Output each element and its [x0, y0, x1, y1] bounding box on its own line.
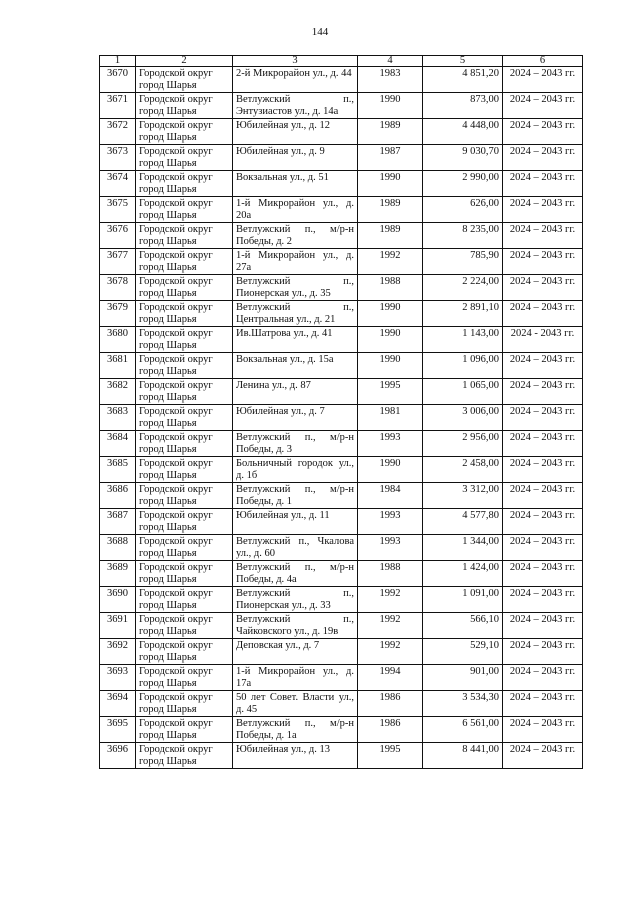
- table-row: [100, 275, 583, 301]
- municipality-cell: Городской округ город Шарья: [136, 171, 233, 197]
- row-number: 3673: [100, 145, 136, 171]
- row-number: 3687: [100, 509, 136, 535]
- row-number: 3674: [100, 171, 136, 197]
- address-cell: Деповская ул., д. 7: [233, 639, 358, 665]
- period-cell: 2024 – 2043 гг.: [503, 275, 583, 301]
- period-cell: 2024 – 2043 гг.: [503, 743, 583, 769]
- year-cell: 1992: [358, 249, 423, 275]
- year-cell: 1984: [358, 483, 423, 509]
- page-number: 144: [311, 26, 329, 38]
- municipality-cell: Городской округ город Шарья: [136, 119, 233, 145]
- address-cell: Больничный городок ул., д. 1б: [233, 457, 358, 483]
- municipality-cell: Городской округ город Шарья: [136, 249, 233, 275]
- housing-table: [99, 55, 583, 769]
- table-row: [100, 639, 583, 665]
- row-number: 3682: [100, 379, 136, 405]
- column-header-6: 6: [503, 56, 583, 67]
- period-cell: 2024 – 2043 гг.: [503, 379, 583, 405]
- address-cell: Юбилейная ул., д. 12: [233, 119, 358, 145]
- table-row: [100, 561, 583, 587]
- period-cell: 2024 – 2043 гг.: [503, 613, 583, 639]
- period-cell: 2024 - 2043 гг.: [503, 327, 583, 353]
- municipality-cell: Городской округ город Шарья: [136, 561, 233, 587]
- year-cell: 1992: [358, 613, 423, 639]
- area-cell: 8 235,00: [423, 223, 503, 249]
- period-cell: 2024 – 2043 гг.: [503, 301, 583, 327]
- year-cell: 1993: [358, 509, 423, 535]
- period-cell: 2024 – 2043 гг.: [503, 665, 583, 691]
- row-number: 3671: [100, 93, 136, 119]
- address-cell: Ветлужский п., Пионерская ул., д. 35: [233, 275, 358, 301]
- municipality-cell: Городской округ город Шарья: [136, 197, 233, 223]
- area-cell: 4 577,80: [423, 509, 503, 535]
- area-cell: 1 065,00: [423, 379, 503, 405]
- period-cell: 2024 – 2043 гг.: [503, 483, 583, 509]
- year-cell: 1992: [358, 639, 423, 665]
- year-cell: 1988: [358, 561, 423, 587]
- period-cell: 2024 – 2043 гг.: [503, 67, 583, 93]
- municipality-cell: Городской округ город Шарья: [136, 691, 233, 717]
- municipality-cell: Городской округ город Шарья: [136, 613, 233, 639]
- municipality-cell: Городской округ город Шарья: [136, 717, 233, 743]
- municipality-cell: Городской округ город Шарья: [136, 93, 233, 119]
- column-header-4: 4: [358, 56, 423, 67]
- row-number: 3670: [100, 67, 136, 93]
- table-header: [100, 56, 583, 67]
- municipality-cell: Городской округ город Шарья: [136, 223, 233, 249]
- year-cell: 1989: [358, 197, 423, 223]
- area-cell: 1 344,00: [423, 535, 503, 561]
- address-cell: Юбилейная ул., д. 7: [233, 405, 358, 431]
- address-cell: Ветлужский п., Чайковского ул., д. 19в: [233, 613, 358, 639]
- municipality-cell: Городской округ город Шарья: [136, 301, 233, 327]
- period-cell: 2024 – 2043 гг.: [503, 431, 583, 457]
- period-cell: 2024 – 2043 гг.: [503, 691, 583, 717]
- column-header-5: 5: [423, 56, 503, 67]
- address-cell: 1-й Микрорайон ул., д. 17а: [233, 665, 358, 691]
- area-cell: 1 096,00: [423, 353, 503, 379]
- area-cell: 3 006,00: [423, 405, 503, 431]
- table-row: [100, 327, 583, 353]
- table-row: [100, 483, 583, 509]
- area-cell: 8 441,00: [423, 743, 503, 769]
- table-row: [100, 171, 583, 197]
- row-number: 3672: [100, 119, 136, 145]
- row-number: 3680: [100, 327, 136, 353]
- address-cell: Ветлужский п., Центральная ул., д. 21: [233, 301, 358, 327]
- year-cell: 1989: [358, 223, 423, 249]
- table-row: [100, 353, 583, 379]
- table-row: [100, 535, 583, 561]
- area-cell: 901,00: [423, 665, 503, 691]
- area-cell: 4 851,20: [423, 67, 503, 93]
- municipality-cell: Городской округ город Шарья: [136, 743, 233, 769]
- row-number: 3675: [100, 197, 136, 223]
- municipality-cell: Городской округ город Шарья: [136, 353, 233, 379]
- year-cell: 1994: [358, 665, 423, 691]
- period-cell: 2024 – 2043 гг.: [503, 509, 583, 535]
- column-header-3: 3: [233, 56, 358, 67]
- period-cell: 2024 – 2043 гг.: [503, 457, 583, 483]
- area-cell: 2 956,00: [423, 431, 503, 457]
- table-row: [100, 93, 583, 119]
- table-row: [100, 743, 583, 769]
- municipality-cell: Городской округ город Шарья: [136, 431, 233, 457]
- table-row: [100, 249, 583, 275]
- address-cell: 1-й Микрорайон ул., д. 20а: [233, 197, 358, 223]
- table-row: [100, 405, 583, 431]
- area-cell: 6 561,00: [423, 717, 503, 743]
- address-cell: Ветлужский п., Энтузиастов ул., д. 14а: [233, 93, 358, 119]
- area-cell: 2 990,00: [423, 171, 503, 197]
- row-number: 3693: [100, 665, 136, 691]
- row-number: 3681: [100, 353, 136, 379]
- area-cell: 566,10: [423, 613, 503, 639]
- area-cell: 2 458,00: [423, 457, 503, 483]
- year-cell: 1990: [358, 171, 423, 197]
- year-cell: 1990: [358, 301, 423, 327]
- year-cell: 1990: [358, 327, 423, 353]
- area-cell: 3 534,30: [423, 691, 503, 717]
- period-cell: 2024 – 2043 гг.: [503, 171, 583, 197]
- period-cell: 2024 – 2043 гг.: [503, 197, 583, 223]
- area-cell: 3 312,00: [423, 483, 503, 509]
- table-row: [100, 457, 583, 483]
- row-number: 3685: [100, 457, 136, 483]
- table-row: [100, 613, 583, 639]
- municipality-cell: Городской округ город Шарья: [136, 457, 233, 483]
- address-cell: Вокзальная ул., д. 15а: [233, 353, 358, 379]
- municipality-cell: Городской округ город Шарья: [136, 509, 233, 535]
- row-number: 3695: [100, 717, 136, 743]
- area-cell: 2 891,10: [423, 301, 503, 327]
- table-body: [100, 67, 583, 769]
- area-cell: 529,10: [423, 639, 503, 665]
- period-cell: 2024 – 2043 гг.: [503, 93, 583, 119]
- table-row: [100, 197, 583, 223]
- municipality-cell: Городской округ город Шарья: [136, 145, 233, 171]
- period-cell: 2024 – 2043 гг.: [503, 223, 583, 249]
- table-row: [100, 431, 583, 457]
- year-cell: 1995: [358, 379, 423, 405]
- municipality-cell: Городской округ город Шарья: [136, 327, 233, 353]
- year-cell: 1990: [358, 457, 423, 483]
- area-cell: 1 143,00: [423, 327, 503, 353]
- address-cell: Ветлужский п., м/р-н Победы, д. 1: [233, 483, 358, 509]
- period-cell: 2024 – 2043 гг.: [503, 717, 583, 743]
- row-number: 3688: [100, 535, 136, 561]
- table-row: [100, 145, 583, 171]
- address-cell: Ленина ул., д. 87: [233, 379, 358, 405]
- address-cell: Ветлужский п., м/р-н Победы, д. 1а: [233, 717, 358, 743]
- year-cell: 1983: [358, 67, 423, 93]
- area-cell: 2 224,00: [423, 275, 503, 301]
- table-row: [100, 717, 583, 743]
- row-number: 3677: [100, 249, 136, 275]
- area-cell: 9 030,70: [423, 145, 503, 171]
- table-row: [100, 223, 583, 249]
- period-cell: 2024 – 2043 гг.: [503, 119, 583, 145]
- area-cell: 4 448,00: [423, 119, 503, 145]
- row-number: 3676: [100, 223, 136, 249]
- year-cell: 1992: [358, 587, 423, 613]
- area-cell: 1 424,00: [423, 561, 503, 587]
- period-cell: 2024 – 2043 гг.: [503, 145, 583, 171]
- row-number: 3692: [100, 639, 136, 665]
- table-row: [100, 587, 583, 613]
- table-row: [100, 379, 583, 405]
- year-cell: 1993: [358, 535, 423, 561]
- municipality-cell: Городской округ город Шарья: [136, 379, 233, 405]
- period-cell: 2024 – 2043 гг.: [503, 535, 583, 561]
- address-cell: 1-й Микрорайон ул., д. 27а: [233, 249, 358, 275]
- address-cell: Ветлужский п., м/р-н Победы, д. 3: [233, 431, 358, 457]
- address-cell: Ветлужский п., Чкалова ул., д. 60: [233, 535, 358, 561]
- municipality-cell: Городской округ город Шарья: [136, 275, 233, 301]
- address-cell: Ветлужский п., м/р-н Победы, д. 2: [233, 223, 358, 249]
- municipality-cell: Городской округ город Шарья: [136, 405, 233, 431]
- year-cell: 1987: [358, 145, 423, 171]
- row-number: 3690: [100, 587, 136, 613]
- municipality-cell: Городской округ город Шарья: [136, 67, 233, 93]
- table-row: [100, 665, 583, 691]
- address-cell: Юбилейная ул., д. 13: [233, 743, 358, 769]
- area-cell: 626,00: [423, 197, 503, 223]
- table-row: [100, 691, 583, 717]
- year-cell: 1981: [358, 405, 423, 431]
- period-cell: 2024 – 2043 гг.: [503, 639, 583, 665]
- table-row: [100, 67, 583, 93]
- address-cell: 2-й Микрорайон ул., д. 44: [233, 67, 358, 93]
- row-number: 3689: [100, 561, 136, 587]
- period-cell: 2024 – 2043 гг.: [503, 353, 583, 379]
- period-cell: 2024 – 2043 гг.: [503, 249, 583, 275]
- row-number: 3694: [100, 691, 136, 717]
- year-cell: 1990: [358, 93, 423, 119]
- header-row: [100, 56, 583, 67]
- area-cell: 785,90: [423, 249, 503, 275]
- row-number: 3684: [100, 431, 136, 457]
- address-cell: Ив.Шатрова ул., д. 41: [233, 327, 358, 353]
- address-cell: Ветлужский п., Пионерская ул., д. 33: [233, 587, 358, 613]
- period-cell: 2024 – 2043 гг.: [503, 587, 583, 613]
- year-cell: 1986: [358, 717, 423, 743]
- municipality-cell: Городской округ город Шарья: [136, 665, 233, 691]
- address-cell: Вокзальная ул., д. 51: [233, 171, 358, 197]
- address-cell: 50 лет Совет. Власти ул., д. 45: [233, 691, 358, 717]
- year-cell: 1986: [358, 691, 423, 717]
- year-cell: 1989: [358, 119, 423, 145]
- municipality-cell: Городской округ город Шарья: [136, 639, 233, 665]
- table-row: [100, 301, 583, 327]
- row-number: 3686: [100, 483, 136, 509]
- row-number: 3696: [100, 743, 136, 769]
- table-row: [100, 509, 583, 535]
- column-header-2: 2: [136, 56, 233, 67]
- year-cell: 1993: [358, 431, 423, 457]
- municipality-cell: Городской округ город Шарья: [136, 483, 233, 509]
- period-cell: 2024 – 2043 гг.: [503, 405, 583, 431]
- row-number: 3683: [100, 405, 136, 431]
- column-header-1: 1: [100, 56, 136, 67]
- area-cell: 1 091,00: [423, 587, 503, 613]
- row-number: 3678: [100, 275, 136, 301]
- area-cell: 873,00: [423, 93, 503, 119]
- address-cell: Юбилейная ул., д. 9: [233, 145, 358, 171]
- row-number: 3691: [100, 613, 136, 639]
- address-cell: Ветлужский п., м/р-н Победы, д. 4а: [233, 561, 358, 587]
- municipality-cell: Городской округ город Шарья: [136, 587, 233, 613]
- row-number: 3679: [100, 301, 136, 327]
- table-row: [100, 119, 583, 145]
- year-cell: 1995: [358, 743, 423, 769]
- municipality-cell: Городской округ город Шарья: [136, 535, 233, 561]
- year-cell: 1988: [358, 275, 423, 301]
- year-cell: 1990: [358, 353, 423, 379]
- period-cell: 2024 – 2043 гг.: [503, 561, 583, 587]
- address-cell: Юбилейная ул., д. 11: [233, 509, 358, 535]
